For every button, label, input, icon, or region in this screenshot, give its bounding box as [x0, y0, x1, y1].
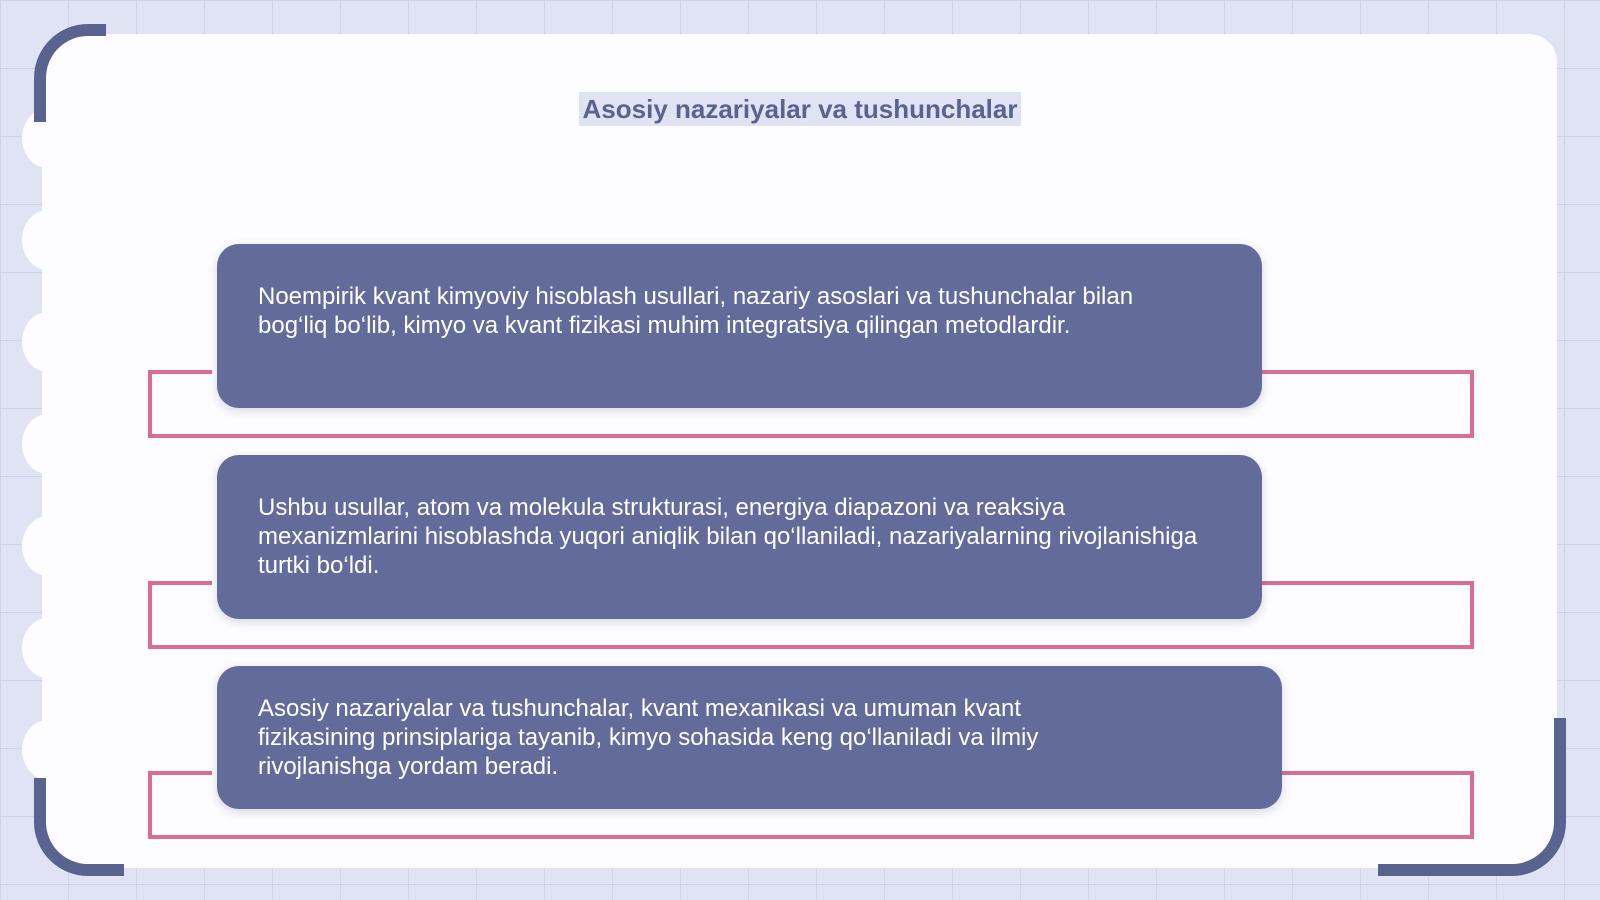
scallop-edge: [22, 414, 74, 474]
scallop-edge: [22, 720, 74, 780]
content-text-1: Noempirik kvant kimyoviy hisoblash usullari, nazariy asoslari va tushunchalar bilan bog‘liq bo‘lib, kimyo va kvant fizikasi muhim integratsiya qilingan metodlardir.: [258, 283, 1134, 339]
slide-title-text: Asosiy nazariyalar va tushunchalar: [579, 92, 1022, 126]
scallop-edge: [22, 312, 74, 372]
scallop-edge: [22, 618, 74, 678]
scallop-edge: [22, 516, 74, 576]
scallop-edge: [22, 210, 74, 270]
content-block-3: [217, 666, 1282, 809]
content-text-2: Ushbu usullar, atom va molekula strukturasi, energiya diapazoni va reaksiya mexanizmlarini hisoblashda yuqori aniqlik bilan qo‘llaniladi, nazariyalarning rivojlanishiga turtki bo‘ldi.: [258, 494, 1198, 579]
content-block-1: [217, 244, 1262, 408]
corner-bracket-bottom-left: [34, 778, 124, 876]
content-text-3: Asosiy nazariyalar va tushunchalar, kvant mexanikasi va umuman kvant fizikasining prinsiplariga tayanib, kimyo sohasida keng qo‘llaniladi va ilmiy rivojlanishga yordam beradi.: [258, 695, 1039, 780]
content-block-2: [217, 455, 1262, 619]
slide-title: [0, 94, 1600, 125]
